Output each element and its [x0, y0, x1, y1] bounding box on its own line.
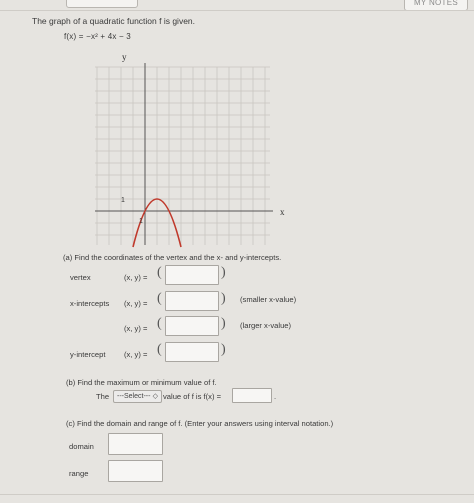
- domain-input[interactable]: [108, 433, 163, 455]
- header-divider: [0, 10, 474, 11]
- part-b-prompt: (b) Find the maximum or minimum value of f.: [66, 378, 217, 387]
- my-notes-button[interactable]: MY NOTES: [404, 0, 468, 11]
- grid-lines: [95, 67, 270, 245]
- bottom-divider: [0, 494, 474, 495]
- x-int-small-close-paren: ): [221, 291, 226, 306]
- vertex-close-paren: ): [221, 265, 226, 280]
- vertex-label: vertex: [70, 273, 91, 282]
- domain-label: domain: [69, 442, 94, 451]
- function-definition: f(x) = −x² + 4x − 3: [64, 32, 131, 41]
- x-int-small-open-paren: (: [157, 291, 162, 306]
- x-int-large-open-paren: (: [157, 316, 162, 331]
- problem-intro: The graph of a quadratic function f is given.: [32, 16, 196, 26]
- x-axis-label: x: [280, 207, 285, 217]
- part-a-prompt: (a) Find the coordinates of the vertex and the x- and y-intercepts.: [63, 253, 282, 262]
- larger-x-note: (larger x-value): [240, 321, 292, 330]
- y-int-input[interactable]: [165, 342, 219, 362]
- part-c-prompt: (c) Find the domain and range of f. (Enter your answers using interval notation.): [66, 419, 334, 428]
- range-input[interactable]: [108, 460, 163, 482]
- y-tick-label: 1: [121, 197, 125, 204]
- part-b-period: .: [274, 392, 277, 401]
- vertex-input[interactable]: [165, 265, 219, 285]
- y-intercept-label: y-intercept: [70, 350, 106, 359]
- quadratic-graph: [95, 52, 285, 247]
- x-intercepts-label: x-intercepts: [70, 299, 110, 308]
- y-int-xy-label: (x, y) =: [124, 350, 148, 359]
- x-int-small-input[interactable]: [165, 291, 219, 311]
- extreme-value-input[interactable]: [232, 388, 272, 403]
- y-int-close-paren: ): [221, 342, 226, 357]
- part-b-rest: value of f is f(x) =: [163, 392, 222, 401]
- x-int-large-close-paren: ): [221, 316, 226, 331]
- y-axis-label: y: [122, 52, 127, 62]
- vertex-open-paren: (: [157, 265, 162, 280]
- x-tick-label: 1: [139, 218, 143, 225]
- part-b-the: The: [96, 392, 110, 401]
- range-label: range: [69, 469, 89, 478]
- top-button[interactable]: [66, 0, 138, 8]
- x-int-large-xy-label: (x, y) =: [124, 324, 148, 333]
- y-int-open-paren: (: [157, 342, 162, 357]
- select-arrow-icon: ◇: [152, 393, 158, 400]
- select-value: ---Select---: [117, 393, 151, 400]
- smaller-x-note: (smaller x-value): [240, 295, 297, 304]
- vertex-xy-label: (x, y) =: [124, 273, 148, 282]
- x-int-small-xy-label: (x, y) =: [124, 299, 148, 308]
- max-min-select[interactable]: [113, 390, 162, 403]
- x-int-large-input[interactable]: [165, 316, 219, 336]
